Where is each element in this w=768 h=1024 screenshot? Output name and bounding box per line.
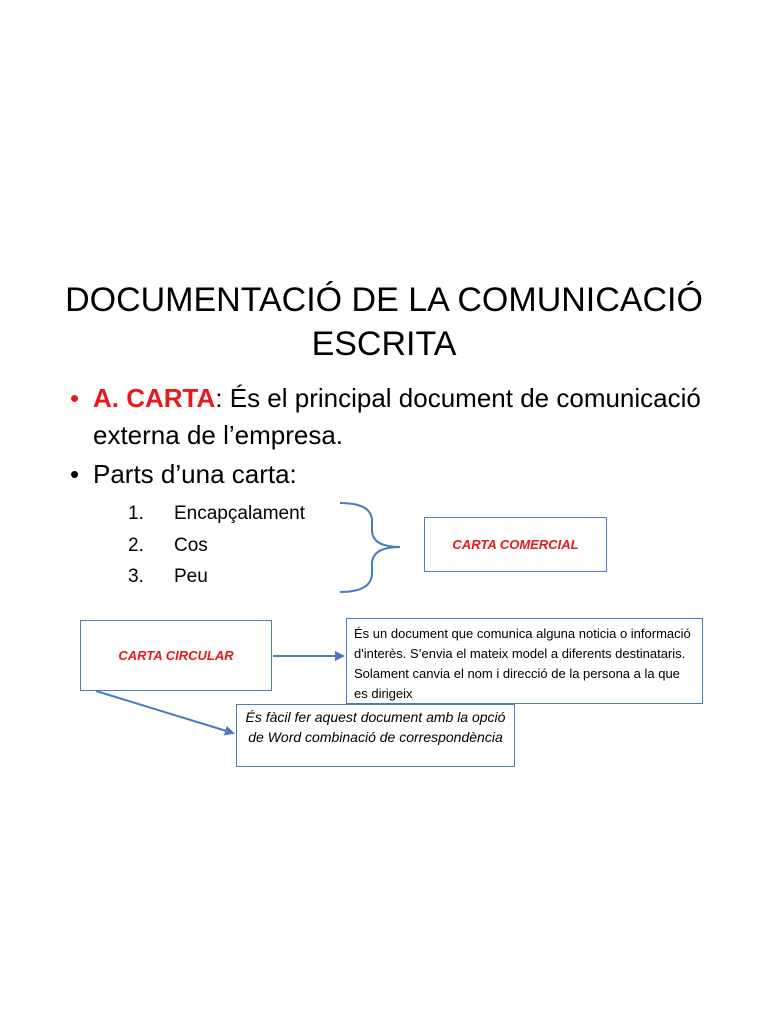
title-line-1: DOCUMENTACIÓ DE LA COMUNICACIÓ xyxy=(65,281,703,319)
bullet-text xyxy=(93,380,710,454)
carta-definition: : És el principal document de comunicació externa de l’empresa. xyxy=(93,383,701,450)
carta-circular-label: CARTA CIRCULAR xyxy=(118,648,234,663)
carta-heading: A. CARTA xyxy=(93,383,216,413)
note-box: És fàcil fer aquest document amb la opció de Word combinació de correspondència xyxy=(236,704,515,767)
list-number: 3. xyxy=(128,566,144,587)
carta-circular-box xyxy=(80,620,272,691)
bullet-carta xyxy=(70,380,710,454)
bullet-dot: • xyxy=(70,383,80,413)
list-item xyxy=(128,498,305,530)
list-item xyxy=(128,530,305,562)
parts-list xyxy=(128,498,305,593)
bullet-dot: • xyxy=(70,459,80,489)
title-line-2: ESCRITA xyxy=(311,325,457,363)
list-number: 1. xyxy=(128,503,144,524)
arrow-to-note xyxy=(96,691,233,733)
list-label: Peu xyxy=(174,566,208,587)
list-label: Cos xyxy=(174,534,208,556)
carta-comercial-label: CARTA COMERCIAL xyxy=(452,537,579,552)
carta-comercial-box xyxy=(424,517,607,572)
list-number: 2. xyxy=(128,534,144,556)
list-label: Encapçalament xyxy=(174,503,305,524)
parts-heading: Parts d’una carta: xyxy=(93,459,297,489)
list-item xyxy=(128,561,305,593)
page-title xyxy=(40,278,728,366)
curly-brace xyxy=(340,503,400,592)
description-box: És un document que comunica alguna noticia o informació d'interès. S’envia el mateix model a diferents destinataris. Solament canvia el nom i direcció de la persona a la que es dirigeix xyxy=(346,618,703,704)
bullet-parts xyxy=(70,456,710,493)
